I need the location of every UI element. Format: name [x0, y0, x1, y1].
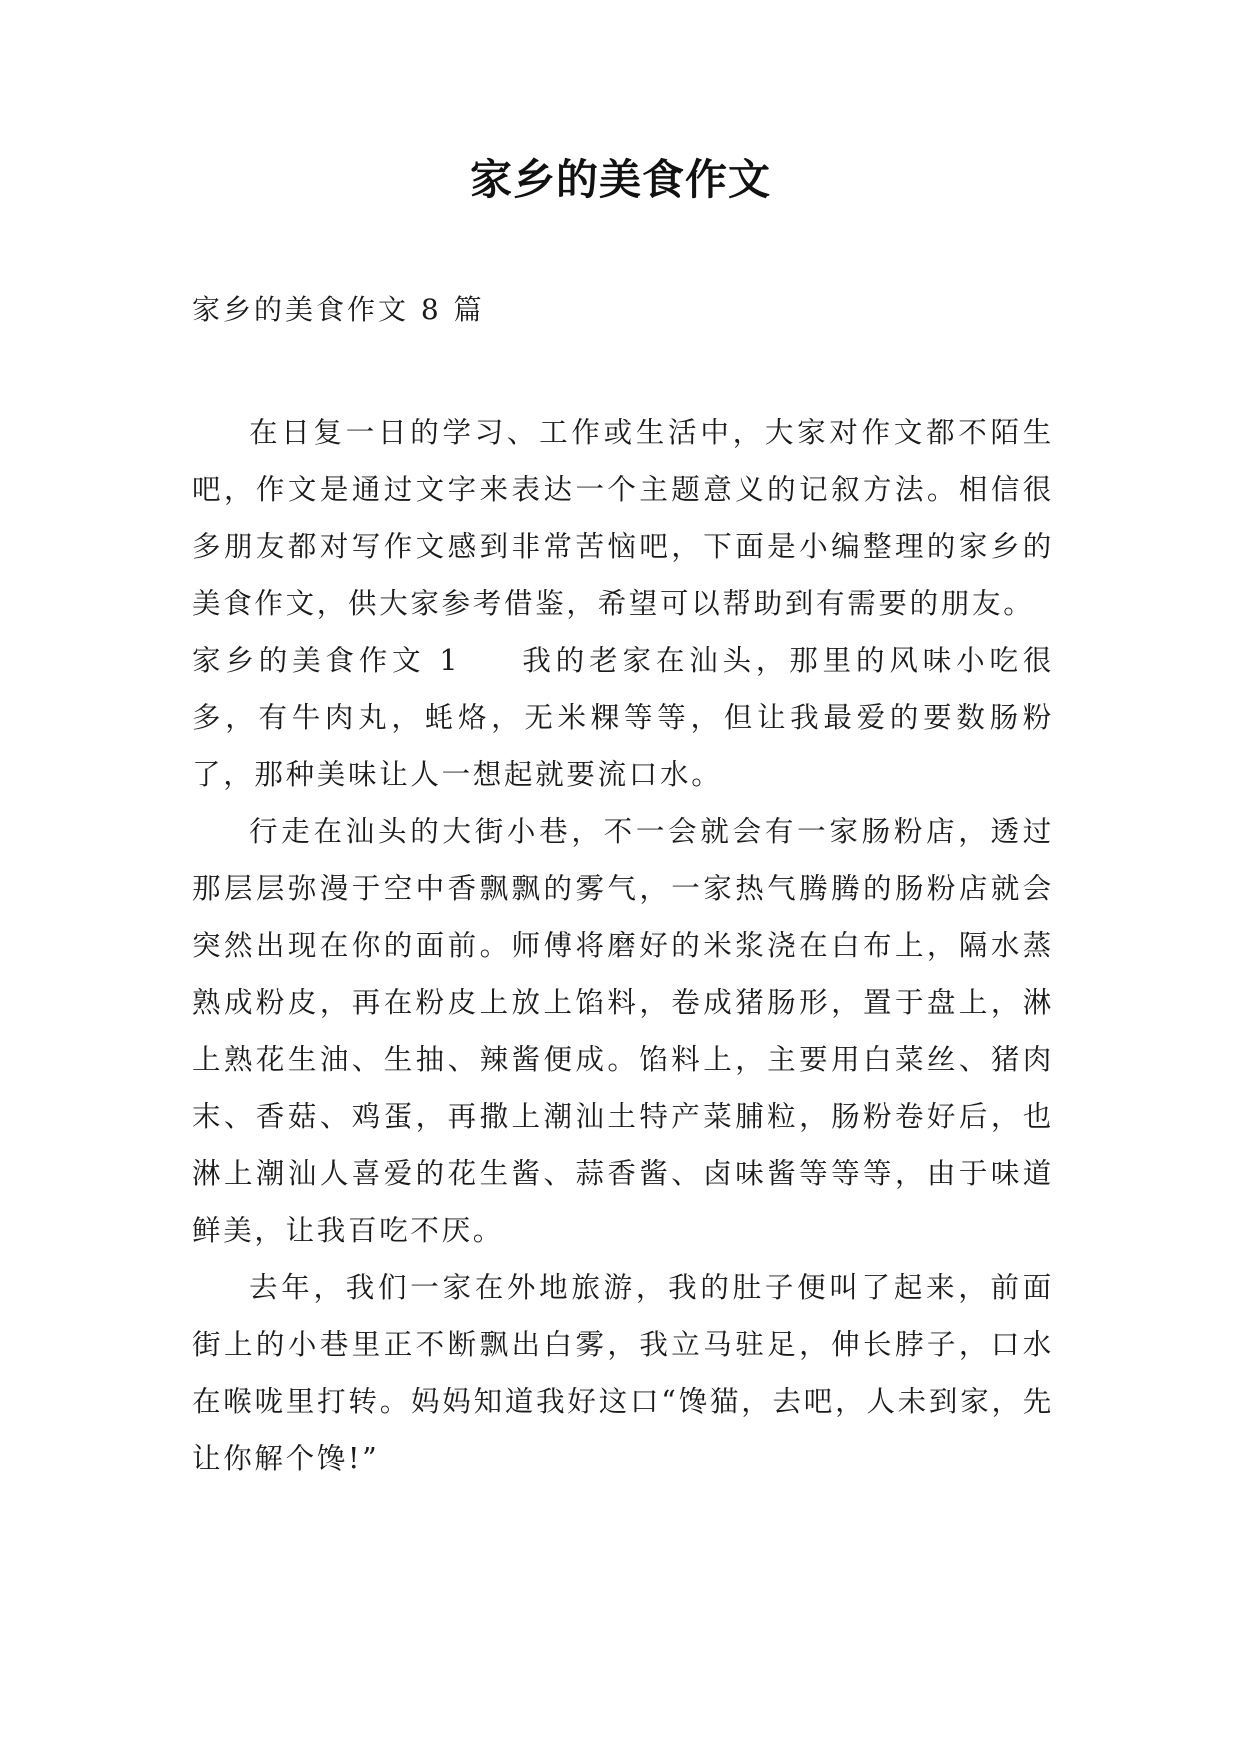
section-1-first-paragraph: [192, 632, 1054, 803]
document-body: [192, 404, 1054, 1487]
section-1-paragraph-2: 行走在汕头的大街小巷，不一会就会有一家肠粉店，透过那层层弥漫于空中香飘飘的雾气，一家热气腾腾的肠粉店就会突然出现在你的面前。师傅将磨好的米浆浇在白布上，隔水蒸熟成粉皮，再在粉皮上放上馅料，卷成猪肠形，置于盘上，淋上熟花生油、生抽、辣酱便成。馅料上，主要用白菜丝、猪肉末、香菇、鸡蛋，再撒上潮汕土特产菜脯粒，肠粉卷好后，也淋上潮汕人喜爱的花生酱、蒜香酱、卤味酱等等等，由于味道鲜美，让我百吃不厌。: [192, 815, 1054, 1247]
document-title: 家乡的美食作文: [469, 155, 771, 204]
section-1-paragraph-3: 去年，我们一家在外地旅游，我的肚子便叫了起来，前面街上的小巷里正不断飘出白雾，我立马驻足，伸长脖子，口水在喉咙里打转。妈妈知道我好这口“馋猫，去吧，人未到家，先让你解个馋!”: [192, 1271, 1054, 1475]
section-1-paragraph-1: 我的老家在汕头，那里的风味小吃很多，有牛肉丸，蚝烙，无米粿等等，但让我最爱的要数肠粉了，那种美味让人一想起就要流口水。: [192, 644, 1054, 791]
intro-paragraph: 在日复一日的学习、工作或生活中，大家对作文都不陌生吧，作文是通过文字来表达一个主题意义的记叙方法。相信很多朋友都对写作文感到非常苦恼吧，下面是小编整理的家乡的美食作文，供大家参考借鉴，希望可以帮助到有需要的朋友。: [192, 416, 1054, 620]
document-subtitle: 家乡的美食作文 8 篇: [192, 293, 485, 326]
section-1-heading: 家乡的美食作文 1: [192, 644, 461, 677]
